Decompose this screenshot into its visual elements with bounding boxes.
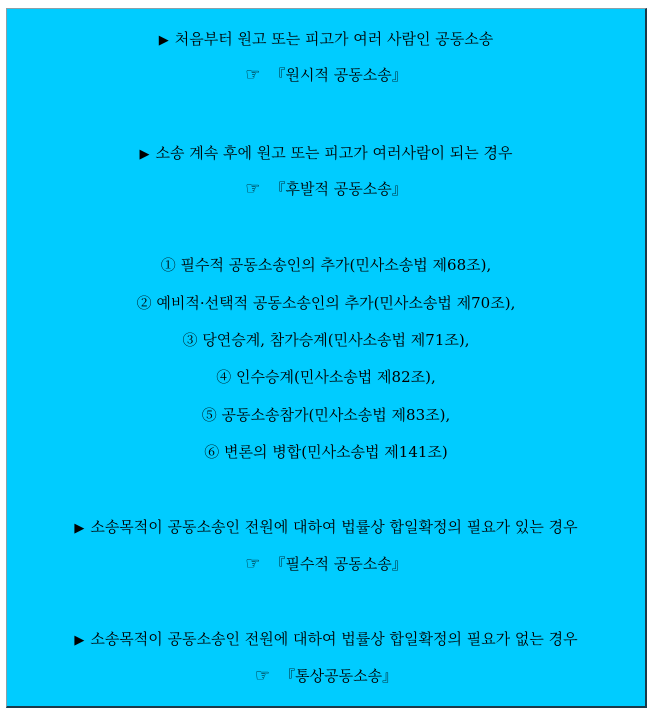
triangle-bullet-icon: ▶ (74, 521, 85, 536)
triangle-bullet-icon: ▶ (139, 147, 150, 162)
pointing-hand-icon: ☞ (245, 65, 261, 85)
section-4-result-text: 『필수적 공동소송』 (270, 555, 407, 573)
list-item: ① 필수적 공동소송인의 추가(민사소송법 제68조), (160, 256, 492, 274)
section-1-result-text: 『원시적 공동소송』 (270, 66, 407, 84)
list-item: ⑤ 공동소송참가(민사소송법 제83조), (201, 406, 451, 424)
section-2-heading-text: 소송 계속 후에 원고 또는 피고가 여러사람이 되는 경우 (155, 144, 513, 162)
triangle-bullet-icon: ▶ (158, 33, 169, 48)
section-4-heading-text: 소송목적이 공동소송인 전원에 대하여 법률상 합일확정의 필요가 있는 경우 (90, 518, 578, 536)
section-5-heading-text: 소송목적이 공동소송인 전원에 대하여 법률상 합일확정의 필요가 없는 경우 (90, 630, 578, 648)
content-panel (6, 8, 647, 708)
list-item: ⑥ 변론의 병합(민사소송법 제141조) (204, 443, 448, 461)
section-5-heading (7, 629, 645, 651)
section-1-result (7, 65, 645, 85)
section-1-heading-text: 처음부터 원고 또는 피고가 여러 사람인 공동소송 (174, 30, 494, 48)
list-item: ② 예비적·선택적 공동소송인의 추가(민사소송법 제70조), (136, 294, 516, 312)
list-item: ④ 인수승계(민사소송법 제82조), (216, 368, 436, 386)
pointing-hand-icon: ☞ (245, 554, 261, 574)
triangle-bullet-icon: ▶ (74, 633, 85, 648)
section-4-result (7, 554, 645, 574)
list-item: ③ 당연승계, 참가승계(민사소송법 제71조), (182, 331, 470, 349)
pointing-hand-icon: ☞ (245, 179, 261, 199)
section-2-result-text: 『후발적 공동소송』 (270, 180, 407, 198)
section-2-heading (7, 143, 645, 165)
section-1-heading (7, 29, 645, 51)
section-4-heading (7, 517, 645, 539)
section-5-result-text: 『통상공동소송』 (280, 667, 398, 685)
section-5-result (7, 666, 645, 686)
section-2-result (7, 179, 645, 199)
pointing-hand-icon: ☞ (254, 666, 271, 686)
